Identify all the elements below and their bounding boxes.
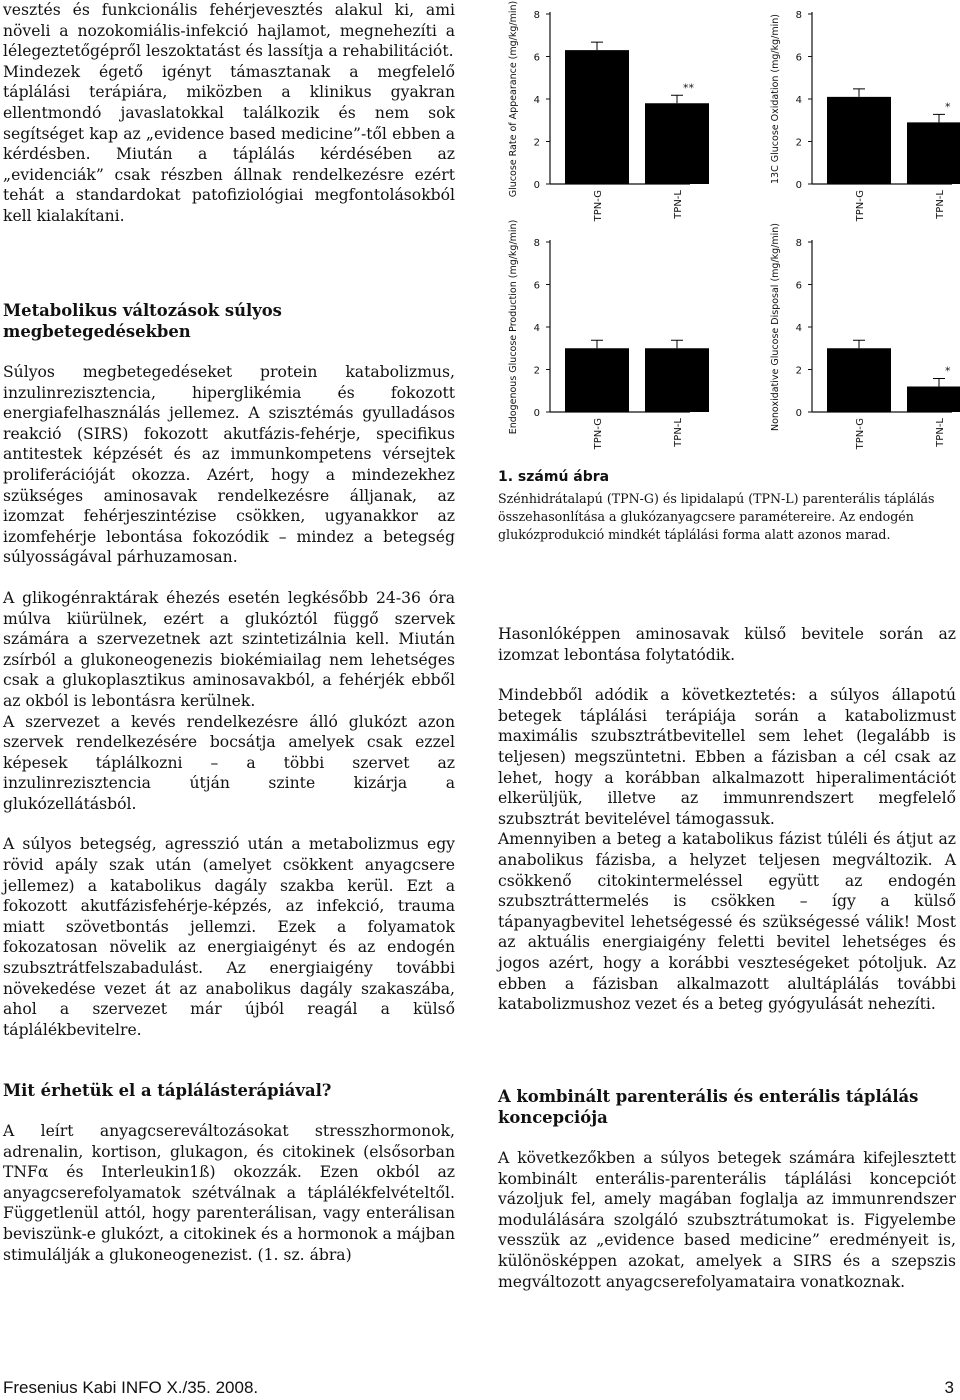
figure-caption-text: Szénhidrátalapú (TPN-G) és lipidalapú (TPN-L) parenterális táplálás összehasonlítása a glukózanyagcsere paramétereire. Az endogén glukózprodukció mindkét táplálási forma alatt azonos marad.	[498, 491, 935, 542]
y-tick-label: 8	[795, 238, 802, 249]
left-column-top	[3, 0, 455, 227]
page-number: 3	[944, 1378, 954, 1397]
right-column-bottom	[498, 1086, 956, 1292]
paragraph: A súlyos betegség, agresszió után a metabolizmus egy rövid apály szak után (amelyet csökkent anyagcsere jellemez) a katabolikus dagály szakba kerül. Ezt a fokozott akutfázisfehérje-képzés, az infekció, trauma miatt szövetbontás jellemzi. Ezek a folyamatok fokozatosan növelik az energiaigényt és az endogén szubsztrátfelszabadulást. Az energiaigény további növekedése vezet át az anabolikus dagály szakaszába, ahol a szervezet már újból reagál a külső táplálékbevitelre.	[3, 835, 455, 1039]
category-label: TPN-L	[673, 418, 684, 447]
y-tick-label: 8	[533, 238, 540, 249]
bar	[907, 387, 960, 413]
paragraph: A következőkben a súlyos betegek számára kifejlesztett kombinált enterális-parenterális táplálási koncepciót vázoljuk fel, amely magában foglalja az immunrendszer modulálására szolgáló szubsztrátumokat is. Figyelembe vesszük az „evidence based medicine” eredményeit is, különösképpen azokat, amelyek a SIRS és a szepszis megváltozott anyagcserefolyamataira vonatkoznak.	[498, 1149, 956, 1291]
significance-marker: **	[683, 81, 694, 95]
y-tick-label: 8	[533, 10, 540, 21]
bar	[645, 348, 709, 412]
significance-marker: *	[945, 364, 951, 378]
y-axis-label: 13C Glucose Oxidation (mg/kg/min)	[770, 14, 781, 184]
bar-chart-endogenous-glucose-production	[500, 219, 696, 454]
bar	[565, 50, 629, 184]
section-heading: Metabolikus változások súlyos megbetegedésekben	[3, 301, 282, 341]
category-label: TPN-G	[593, 418, 604, 450]
y-tick-label: 2	[795, 137, 802, 149]
category-label: TPN-L	[673, 190, 684, 219]
y-tick-label: 4	[533, 95, 540, 106]
y-tick-label: 0	[795, 408, 802, 419]
y-tick-label: 0	[533, 180, 540, 191]
figure-caption	[498, 468, 956, 544]
left-column-middle	[3, 300, 455, 1040]
paragraph: vesztés és funkcionális fehérjevesztés alakul ki, ami növeli a nozokomiális-infekció hajlamot, megnehezíti a lélegeztetőgépről leszoktatást és lassítja a rehabilitációt.	[3, 1, 455, 61]
y-tick-label: 0	[533, 408, 540, 419]
y-tick-label: 6	[533, 52, 540, 64]
paragraph: A szervezet a kevés rendelkezésre álló glukózt azon szervek rendelkezésére bocsátja amelyek csak ezzel képesek táplálkozni – a többi szervet az inzulinrezisztencia útján szinte kizárja a glukózellátásból.	[3, 712, 455, 813]
bar	[907, 122, 960, 184]
category-label: TPN-G	[855, 418, 866, 450]
y-tick-label: 4	[795, 323, 802, 334]
category-label: TPN-G	[855, 190, 866, 222]
y-axis-label: Endogenous Glucose Production (mg/kg/min)	[508, 219, 519, 435]
category-label: TPN-L	[935, 418, 946, 447]
paragraph: Mindebből adódik a következtetés: a súlyos állapotú betegek táplálási terápiája során a katabolizmust maximális szubsztrátbevitellel sem lehet (legalább is teljesen) megszüntetni. Ebben a fázisban a cél csak az lehet, hogy a korábban alkalmazott hiperalimentációt elkerüljük, illetve az immunrendszert megfelelő szubsztrát bevitelével támogassuk.	[498, 686, 956, 828]
journal-footer: Fresenius Kabi INFO X./35. 2008.	[3, 1378, 259, 1397]
bar	[565, 348, 629, 412]
paragraph: Amennyiben a beteg a katabolikus fázist túléli és átjut az anabolikus fázisba, a helyzet teljesen megváltozik. A csökkenő citokintermeléssel együtt az endogén szubsztráttermelés is csökken – így a külső tápanyagbevitel lehetségessé és szükségessé válik! Most az aktuális energiaigény feletti bevitel lehetséges és jogos azért, hogy a korábbi veszteségeket pótoljuk. Az ebben a fázisban alkalmazott alultáplálás további katabolizmushoz vezet és a beteg gyógyulását nehezíti.	[498, 830, 956, 1014]
figure-title: 1. számú ábra	[498, 469, 610, 485]
bar	[827, 348, 891, 412]
bar-chart-glucose-oxidation	[762, 0, 958, 226]
y-tick-label: 6	[795, 52, 802, 64]
paragraph: Hasonlóképpen aminosavak külső bevitele során az izomzat lebontása folytatódik.	[498, 625, 956, 664]
y-tick-label: 4	[533, 323, 540, 334]
right-column-middle	[498, 624, 956, 1015]
y-axis-label: Nonoxidative Glucose Disposal (mg/kg/min)	[770, 222, 781, 432]
section-heading: Mit érhetük el a táplálásterápiával?	[3, 1081, 332, 1100]
paragraph: A glikogénraktárak éhezés esetén legkésőbb 24-36 óra múlva kiürülnek, ezért a glukóztól függő szervek számára a szervezetnek azt szintetizálnia kell. Miután zsírból a glukoneogenezis biokémiailag nem lehetséges csak a glukoplasztikus aminosavakból, a fehérjék ebből az okból is lebontásra kerülnek.	[3, 588, 455, 710]
bar-chart-glucose-rate-of-appearance	[500, 0, 696, 226]
y-tick-label: 6	[795, 280, 802, 292]
significance-marker: *	[945, 100, 951, 114]
y-tick-label: 2	[533, 365, 540, 377]
category-label: TPN-G	[593, 190, 604, 222]
bar-chart-nonoxidative-glucose-disposal	[762, 222, 958, 454]
category-label: TPN-L	[935, 190, 946, 219]
y-tick-label: 8	[795, 10, 802, 21]
left-column-bottom	[3, 1080, 455, 1265]
y-axis-label: Glucose Rate of Appearance (mg/kg/min)	[508, 0, 519, 198]
y-tick-label: 0	[795, 180, 802, 191]
bar	[827, 97, 891, 184]
y-tick-label: 2	[795, 365, 802, 377]
paragraph: Súlyos megbetegedéseket protein katabolizmus, inzulinrezisztencia, hiperglikémia és fokozott energiafelhasználás jellemez. A szisztémás gyulladásos reakció (SIRS) fokozott akutfázis-fehérje, specifikus antitestek képzését és az immunkompetens vérsejtek proliferációját okozza. Azért, hogy a mindezekhez szükséges aminosavak rendelkezésre álljanak, az izomzat fehérjeszintézise csökken, ugyanakkor az izomfehérje lebontása fokozódik – mindez a betegség súlyosságával párhuzamosan.	[3, 363, 455, 567]
y-tick-label: 4	[795, 95, 802, 106]
paragraph: Mindezek égető igényt támasztanak a megfelelő táplálási terápiára, miközben a klinikus gyakran ellentmondó javaslatokkal találkozik és nem sok segítséget kap az „evidence based medicine”-től ebben a kérdésben. Miután a táplálás kérdésében az „evidenciák” csak részben állnak rendelkezésre ezért tehát a standardokat patofiziológiai megfontolásokból kell kialakítani.	[3, 62, 455, 225]
section-heading: A kombinált parenterális és enterális táplálás koncepciója	[498, 1087, 919, 1127]
bar	[645, 103, 709, 184]
y-tick-label: 6	[533, 280, 540, 292]
y-tick-label: 2	[533, 137, 540, 149]
paragraph: A leírt anyagcsereváltozásokat stresszhormonok, adrenalin, kortison, glukagon, és citokinek (elsősorban TNFα és Interleukin1ß) okozzák. Ezen okból az anyagcserefolyamatok szétválnak a táplálékfelvételtől. Függetlenül attól, hogy parenterálisan, vagy enterálisan beviszünk-e glukózt, a citokinek és a hormonok a májban stimulálják a glukoneogenezist. (1. sz. ábra)	[3, 1122, 455, 1264]
